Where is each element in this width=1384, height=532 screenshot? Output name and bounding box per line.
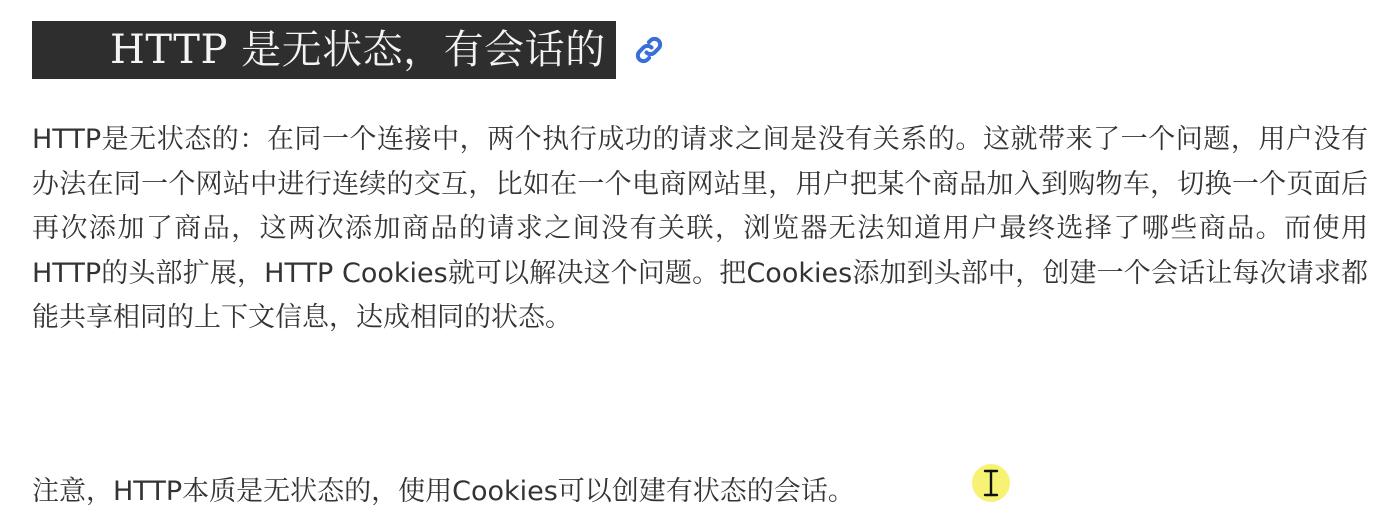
mouse-cursor — [968, 460, 1014, 506]
link-icon — [634, 35, 664, 65]
heading-selection-highlight[interactable] — [32, 21, 616, 79]
note-paragraph: 注意，HTTP本质是无状态的，使用Cookies可以创建有状态的会话。 — [32, 476, 855, 507]
body-paragraph: HTTP是无状态的：在同一个连接中，两个执行成功的请求之间是没有关系的。这就带来了一个问题，用户没有办法在同一个网站中进行连续的交互，比如在一个电商网站里，用户把某个商品加入到购物车，切换一个页面后再次添加了商品，这两次添加商品的请求之间没有关联，浏览器无法知道用户最终选择了哪些商品。而使用HTTP的头部扩展，HTTP Cookies就可以解决这个问题。把Cookies添加到头部中，创建一个会话让每次请求都能共享相同的上下文信息，达成相同的状态。 — [32, 124, 1368, 333]
heading-anchor-link[interactable] — [632, 33, 666, 67]
article-content — [32, 118, 1368, 507]
section-heading: HTTP 是无状态，有会话的 — [110, 27, 606, 73]
text-cursor-icon — [981, 468, 1001, 498]
section-heading-row — [32, 20, 666, 80]
